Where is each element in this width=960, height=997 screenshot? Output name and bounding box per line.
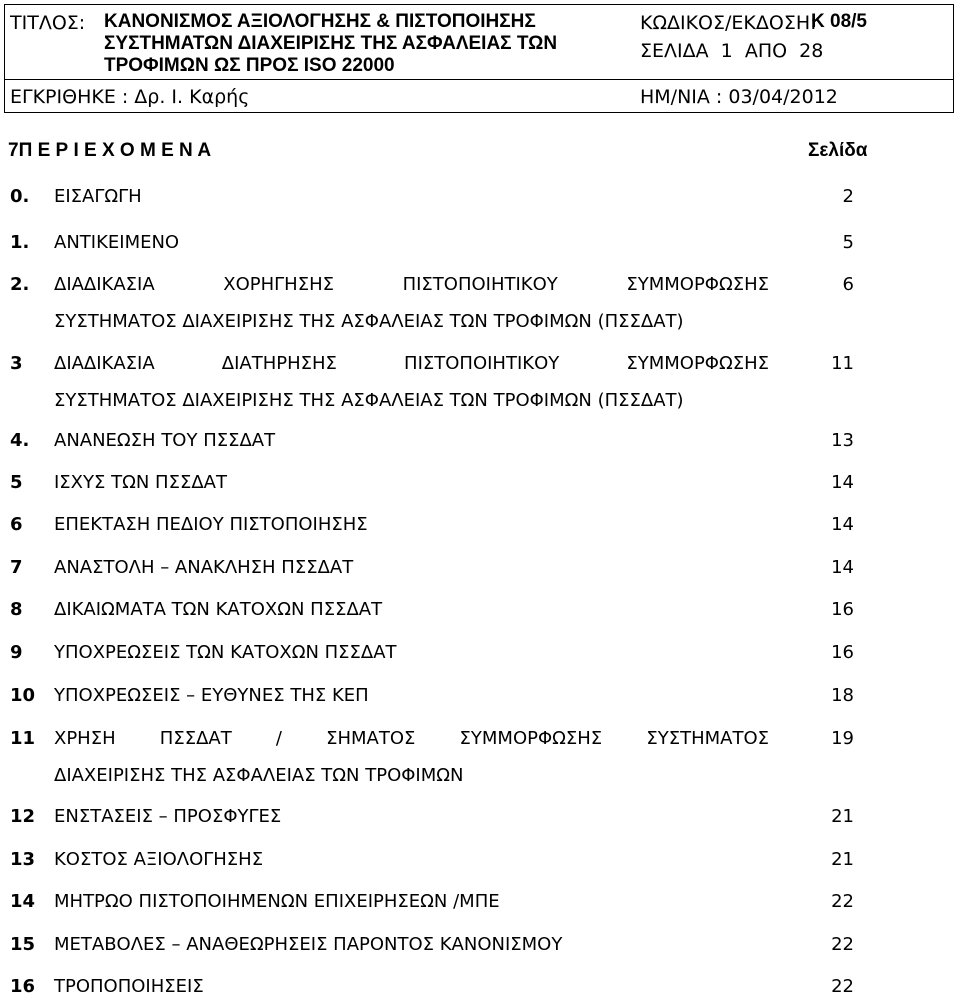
toc-entry-page: 21 [831,849,854,870]
toc-entry-title: ΕΠΕΚΤΑΣΗ ΠΕΔΙΟΥ ΠΙΣΤΟΠΟΙΗΣΗΣ [54,514,368,535]
toc-entry-title: ΑΝΑΣΤΟΛΗ – ΑΝΑΚΛΗΣΗ ΠΣΣΔΑΤ [54,557,354,578]
toc-entry-page: 21 [831,806,854,827]
toc-entry-title: ΕΙΣΑΓΩΓΗ [54,186,142,207]
toc-entry-title: ΔΙΚΑΙΩΜΑΤΑ ΤΩΝ ΚΑΤΟΧΩΝ ΠΣΣΔΑΤ [54,599,383,620]
toc-entry-number: 8 [10,599,23,620]
toc-entry-page: 22 [831,934,854,955]
toc-entry-title: ΔΙΑΔΙΚΑΣΙΑ ΧΟΡΗΓΗΣΗΣ ΠΙΣΤΟΠΟΙΗΤΙΚΟΥ ΣΥΜΜΟΡΦΩΣΗΣ [54,274,769,295]
toc-entry-page: 13 [831,430,854,451]
toc-entry-title: ΚΟΣΤΟΣ ΑΞΙΟΛΟΓΗΣΗΣ [54,849,264,870]
toc-entry-number: 1. [10,232,30,253]
toc-entry-title: ΥΠΟΧΡΕΩΣΕΙΣ ΤΩΝ ΚΑΤΟΧΩΝ ΠΣΣΔΑΤ [54,642,397,663]
toc-entry-page: 2 [842,186,854,207]
toc-entry-page: 22 [831,891,854,912]
toc-entry-page: 18 [831,685,854,706]
document-title-line-3: ΤΡΟΦΙΜΩΝ ΩΣ ΠΡΟΣ ISO 22000 [104,55,395,76]
toc-entry-title-continued: ΣΥΣΤΗΜΑΤΟΣ ΔΙΑΧΕΙΡΙΣΗΣ ΤΗΣ ΑΣΦΑΛΕΙΑΣ ΤΩΝ ΤΡΟΦΙΜΩΝ (ΠΣΣΔΑΤ) [54,311,684,332]
toc-entry-number: 4. [10,430,30,451]
toc-entry-title: ΙΣΧΥΣ ΤΩΝ ΠΣΣΔΑΤ [54,472,227,493]
toc-entry-title: ΜΗΤΡΩΟ ΠΙΣΤΟΠΟΙΗΜΕΝΩΝ ΕΠΙΧΕΙΡΗΣΕΩΝ /ΜΠΕ [54,891,500,912]
code-label: ΚΩΔΙΚΟΣ/ΕΚΔΟΣΗ: [640,12,817,34]
toc-entry-number: 11 [10,728,36,749]
toc-entry-title: ΤΡΟΠΟΠΟΙΗΣΕΙΣ [54,976,204,997]
code-value: Κ 08/5 [811,11,867,32]
document-header [0,0,960,112]
toc-entry-page: 11 [831,353,854,374]
approval-date: ΗΜ/ΝΙΑ : 03/04/2012 [640,86,838,108]
toc-entry-number: 10 [10,685,36,706]
toc-entry-number: 3 [10,353,23,374]
toc-entry-number: 0. [10,186,30,207]
toc-entry-page: 19 [831,728,854,749]
toc-entry-title: ΧΡΗΣΗ ΠΣΣΔΑΤ / ΣΗΜΑΤΟΣ ΣΥΜΜΟΡΦΩΣΗΣ ΣΥΣΤΗΜΑΤΟΣ [54,728,769,749]
toc-entry-page: 6 [842,274,854,295]
toc-entry-number: 16 [10,976,36,997]
toc-entry-number: 6 [10,514,23,535]
toc-entry-title-continued: ΣΥΣΤΗΜΑΤΟΣ ΔΙΑΧΕΙΡΙΣΗΣ ΤΗΣ ΑΣΦΑΛΕΙΑΣ ΤΩΝ ΤΡΟΦΙΜΩΝ (ΠΣΣΔΑΤ) [54,390,684,411]
toc-entry-number: 2. [10,274,30,295]
toc-entry-title-continued: ΔΙΑΧΕΙΡΙΣΗΣ ΤΗΣ ΑΣΦΑΛΕΙΑΣ ΤΩΝ ΤΡΟΦΙΜΩΝ [54,765,464,786]
toc-entry-page: 5 [842,232,854,253]
toc-entry-title: ΑΝΤΙΚΕΙΜΕΝΟ [54,232,180,253]
toc-entry-number: 14 [10,891,36,912]
toc-heading: 7Π Ε Ρ Ι Ε Χ Ο Μ Ε Ν Α [8,140,212,161]
toc-entry-page: 14 [831,514,854,535]
toc-entry-title: ΜΕΤΑΒΟΛΕΣ – ΑΝΑΘΕΩΡΗΣΕΙΣ ΠΑΡΟΝΤΟΣ ΚΑΝΟΝΙΣΜΟΥ [54,934,563,955]
toc-entry-page: 14 [831,557,854,578]
toc-entry-page: 16 [831,642,854,663]
toc-entry-number: 9 [10,642,23,663]
toc-entry-title: ΥΠΟΧΡΕΩΣΕΙΣ – ΕΥΘΥΝΕΣ ΤΗΣ ΚΕΠ [54,685,369,706]
toc-entry-number: 12 [10,806,36,827]
toc-entry-number: 13 [10,849,36,870]
title-label: ΤΙΤΛΟΣ: [10,12,86,34]
toc-entry-page: 14 [831,472,854,493]
toc-entry-number: 15 [10,934,36,955]
toc-entry-page: 22 [831,976,854,997]
document-title-line-2: ΣΥΣΤΗΜΑΤΩΝ ΔΙΑΧΕΙΡΙΣΗΣ ΤΗΣ ΑΣΦΑΛΕΙΑΣ ΤΩΝ [104,33,558,54]
toc-entry-number: 5 [10,472,23,493]
approved-by: ΕΓΚΡΙΘΗΚΕ : Δρ. Ι. Καρής [10,86,250,108]
page-info: ΣΕΛΙΔΑ 1 ΑΠΟ 28 [640,40,824,62]
toc-entry-title: ΔΙΑΔΙΚΑΣΙΑ ΔΙΑΤΗΡΗΣΗΣ ΠΙΣΤΟΠΟΙΗΤΙΚΟΥ ΣΥΜΜΟΡΦΩΣΗΣ [54,353,769,374]
toc-entry-page: 16 [831,599,854,620]
toc-page-heading: Σελίδα [808,140,868,161]
toc-entry-title: ΕΝΣΤΑΣΕΙΣ – ΠΡΟΣΦΥΓΕΣ [54,806,282,827]
toc-entry-number: 7 [10,557,23,578]
document-title-line-1: ΚΑΝΟΝΙΣΜΟΣ ΑΞΙΟΛΟΓΗΣΗΣ & ΠΙΣΤΟΠΟΙΗΣΗΣ [104,11,536,32]
toc-entry-title: ΑΝΑΝΕΩΣΗ ΤΟΥ ΠΣΣΔΑΤ [54,430,276,451]
